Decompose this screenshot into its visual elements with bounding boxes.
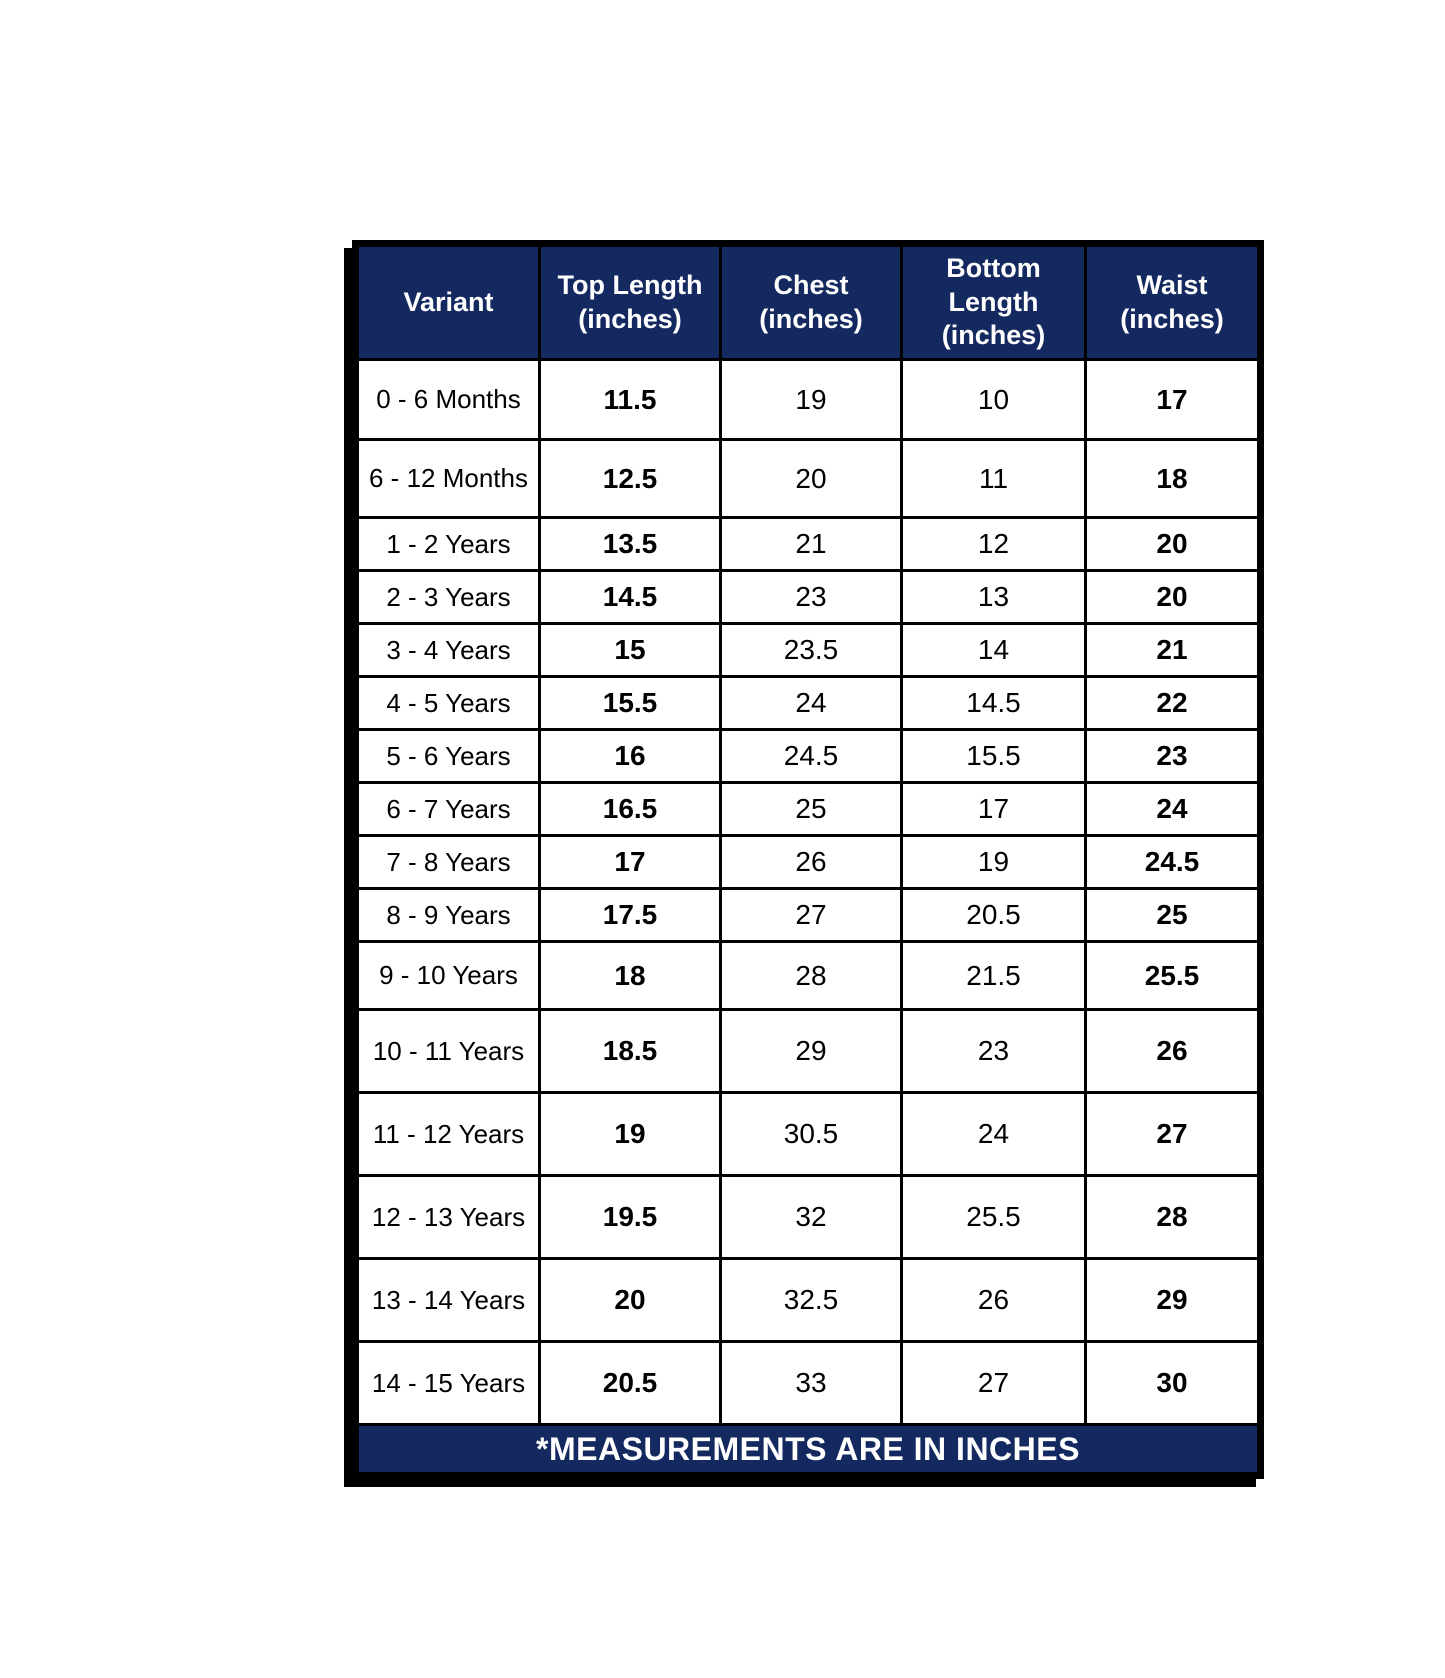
- cell-variant: 12 - 13 Years: [356, 1176, 540, 1259]
- cell-waist: 30: [1086, 1342, 1261, 1425]
- cell-chest: 32: [721, 1176, 902, 1259]
- cell-top-length: 16: [540, 730, 721, 783]
- table-row: [356, 624, 1261, 677]
- column-header-variant: Variant: [356, 244, 540, 360]
- cell-variant: 2 - 3 Years: [356, 571, 540, 624]
- cell-top-length: 12.5: [540, 440, 721, 518]
- cell-waist: 25.5: [1086, 942, 1261, 1010]
- cell-bottom-length: 20.5: [902, 889, 1086, 942]
- cell-variant: 14 - 15 Years: [356, 1342, 540, 1425]
- cell-chest: 26: [721, 836, 902, 889]
- cell-variant: 9 - 10 Years: [356, 942, 540, 1010]
- cell-waist: 24.5: [1086, 836, 1261, 889]
- column-header-bottom-length: Bottom Length (inches): [902, 244, 1086, 360]
- cell-bottom-length: 26: [902, 1259, 1086, 1342]
- cell-top-length: 17: [540, 836, 721, 889]
- cell-variant: 5 - 6 Years: [356, 730, 540, 783]
- cell-variant: 6 - 7 Years: [356, 783, 540, 836]
- size-chart-table: [352, 240, 1264, 1479]
- cell-chest: 30.5: [721, 1093, 902, 1176]
- cell-chest: 20: [721, 440, 902, 518]
- cell-waist: 29: [1086, 1259, 1261, 1342]
- cell-bottom-length: 17: [902, 783, 1086, 836]
- cell-waist: 22: [1086, 677, 1261, 730]
- table-row: [356, 518, 1261, 571]
- cell-bottom-length: 14.5: [902, 677, 1086, 730]
- cell-top-length: 19: [540, 1093, 721, 1176]
- cell-bottom-length: 11: [902, 440, 1086, 518]
- cell-waist: 24: [1086, 783, 1261, 836]
- cell-top-length: 20.5: [540, 1342, 721, 1425]
- table-row: [356, 889, 1261, 942]
- cell-chest: 23.5: [721, 624, 902, 677]
- cell-chest: 32.5: [721, 1259, 902, 1342]
- header-row: [356, 244, 1261, 360]
- cell-chest: 27: [721, 889, 902, 942]
- cell-variant: 6 - 12 Months: [356, 440, 540, 518]
- cell-top-length: 15.5: [540, 677, 721, 730]
- cell-bottom-length: 27: [902, 1342, 1086, 1425]
- footer-row: [356, 1425, 1261, 1476]
- cell-bottom-length: 12: [902, 518, 1086, 571]
- cell-chest: 19: [721, 360, 902, 440]
- cell-waist: 18: [1086, 440, 1261, 518]
- cell-bottom-length: 19: [902, 836, 1086, 889]
- table-row: [356, 730, 1261, 783]
- cell-chest: 29: [721, 1010, 902, 1093]
- cell-waist: 20: [1086, 518, 1261, 571]
- cell-bottom-length: 21.5: [902, 942, 1086, 1010]
- cell-waist: 25: [1086, 889, 1261, 942]
- cell-top-length: 14.5: [540, 571, 721, 624]
- cell-bottom-length: 10: [902, 360, 1086, 440]
- measurements-note: *MEASUREMENTS ARE IN INCHES: [356, 1425, 1261, 1476]
- cell-top-length: 16.5: [540, 783, 721, 836]
- column-header-waist: Waist (inches): [1086, 244, 1261, 360]
- cell-chest: 28: [721, 942, 902, 1010]
- cell-chest: 23: [721, 571, 902, 624]
- cell-top-length: 17.5: [540, 889, 721, 942]
- cell-waist: 23: [1086, 730, 1261, 783]
- cell-variant: 4 - 5 Years: [356, 677, 540, 730]
- cell-top-length: 20: [540, 1259, 721, 1342]
- table-row: [356, 1010, 1261, 1093]
- cell-chest: 24.5: [721, 730, 902, 783]
- cell-waist: 26: [1086, 1010, 1261, 1093]
- cell-waist: 27: [1086, 1093, 1261, 1176]
- table-row: [356, 677, 1261, 730]
- column-header-chest: Chest (inches): [721, 244, 902, 360]
- cell-variant: 3 - 4 Years: [356, 624, 540, 677]
- cell-chest: 24: [721, 677, 902, 730]
- cell-bottom-length: 14: [902, 624, 1086, 677]
- table-row: [356, 360, 1261, 440]
- cell-variant: 8 - 9 Years: [356, 889, 540, 942]
- cell-chest: 21: [721, 518, 902, 571]
- cell-bottom-length: 25.5: [902, 1176, 1086, 1259]
- table-row: [356, 1342, 1261, 1425]
- cell-variant: 0 - 6 Months: [356, 360, 540, 440]
- cell-variant: 7 - 8 Years: [356, 836, 540, 889]
- cell-top-length: 13.5: [540, 518, 721, 571]
- cell-chest: 25: [721, 783, 902, 836]
- table-header: [356, 244, 1261, 360]
- cell-top-length: 19.5: [540, 1176, 721, 1259]
- table-row: [356, 571, 1261, 624]
- cell-variant: 10 - 11 Years: [356, 1010, 540, 1093]
- column-header-top-length: Top Length (inches): [540, 244, 721, 360]
- table-row: [356, 1176, 1261, 1259]
- cell-waist: 21: [1086, 624, 1261, 677]
- cell-variant: 1 - 2 Years: [356, 518, 540, 571]
- table-row: [356, 942, 1261, 1010]
- cell-bottom-length: 15.5: [902, 730, 1086, 783]
- cell-top-length: 18: [540, 942, 721, 1010]
- cell-bottom-length: 23: [902, 1010, 1086, 1093]
- cell-variant: 11 - 12 Years: [356, 1093, 540, 1176]
- cell-bottom-length: 24: [902, 1093, 1086, 1176]
- cell-bottom-length: 13: [902, 571, 1086, 624]
- table-row: [356, 440, 1261, 518]
- cell-top-length: 11.5: [540, 360, 721, 440]
- table-row: [356, 1259, 1261, 1342]
- table-row: [356, 783, 1261, 836]
- cell-waist: 28: [1086, 1176, 1261, 1259]
- cell-chest: 33: [721, 1342, 902, 1425]
- cell-variant: 13 - 14 Years: [356, 1259, 540, 1342]
- table-row: [356, 1093, 1261, 1176]
- cell-waist: 20: [1086, 571, 1261, 624]
- cell-top-length: 15: [540, 624, 721, 677]
- table-footer: [356, 1425, 1261, 1476]
- table-row: [356, 836, 1261, 889]
- cell-waist: 17: [1086, 360, 1261, 440]
- cell-top-length: 18.5: [540, 1010, 721, 1093]
- table-body: [356, 360, 1261, 1425]
